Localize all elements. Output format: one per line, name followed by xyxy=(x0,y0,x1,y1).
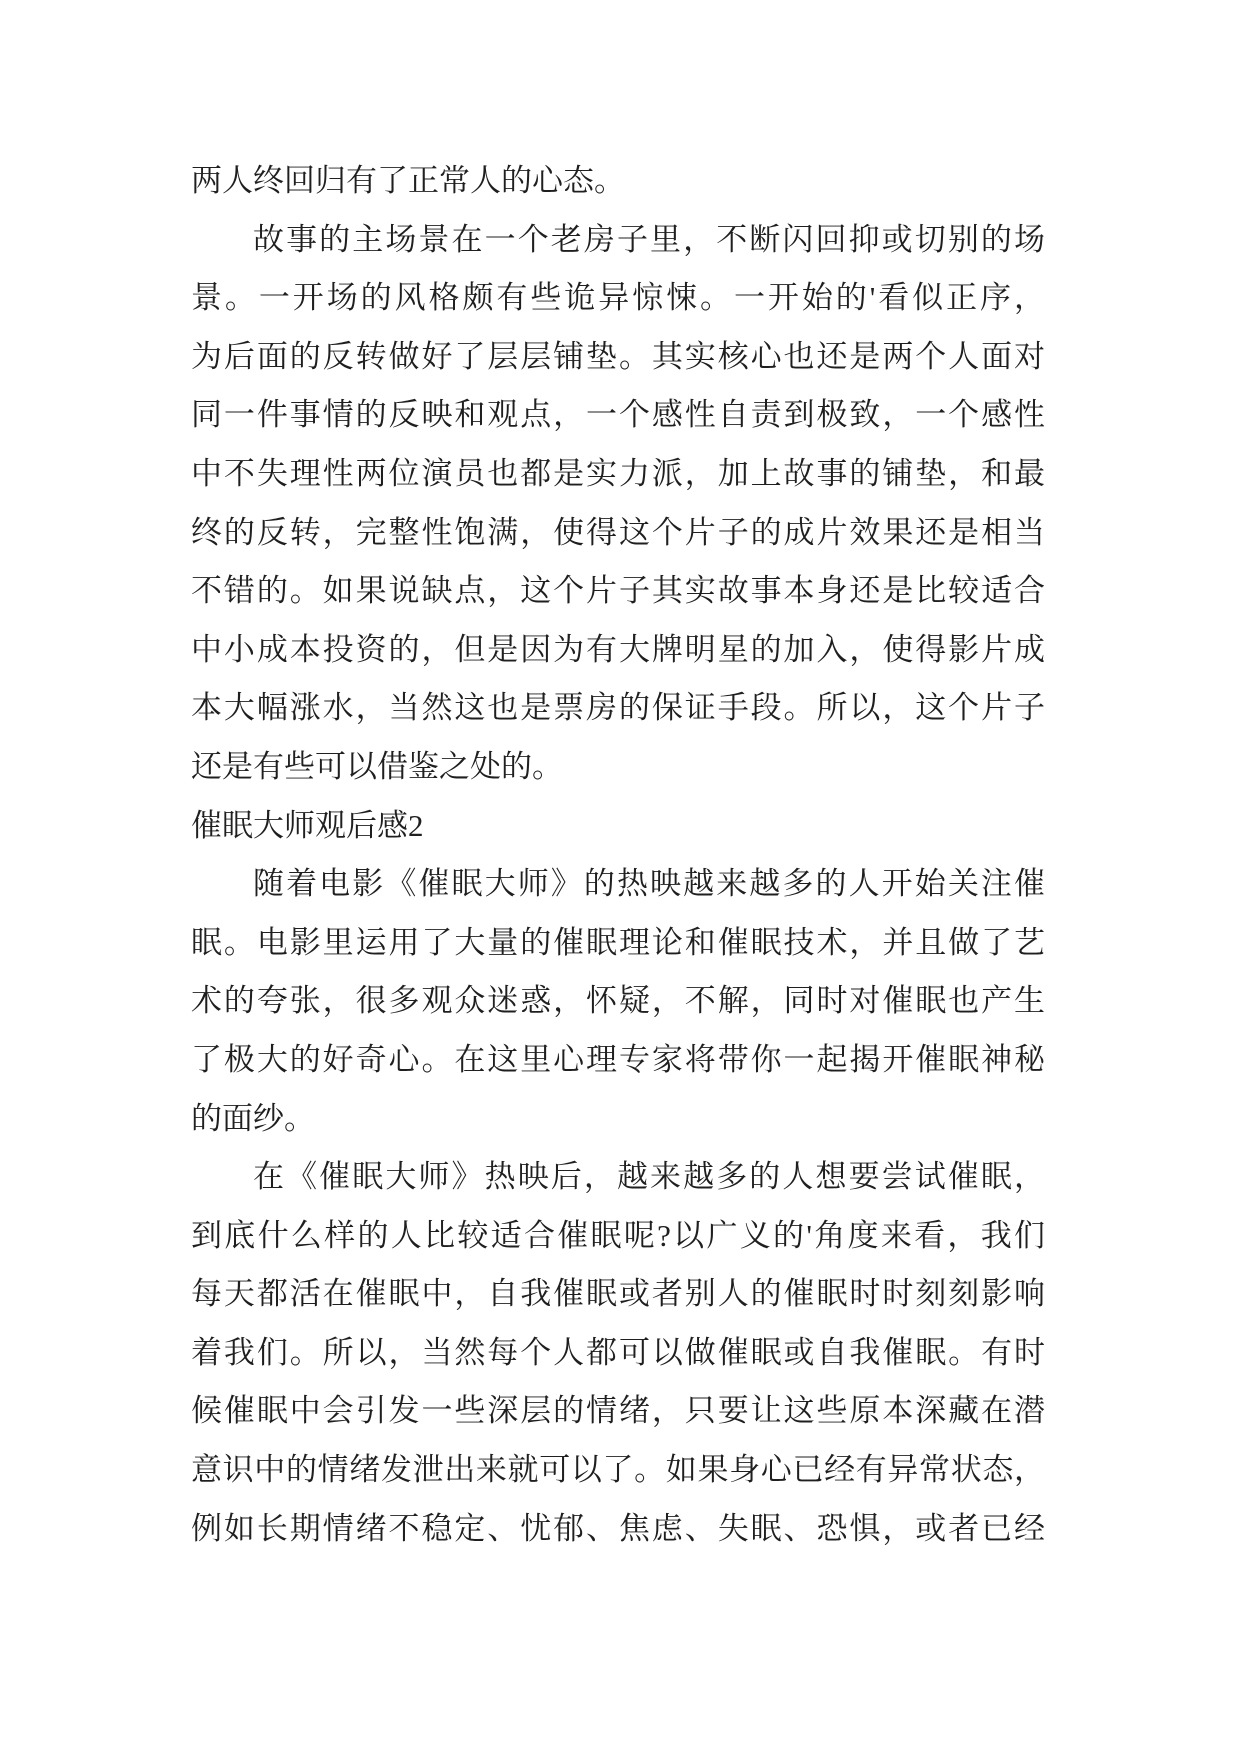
text-line: 本大幅涨水，当然这也是票房的保证手段。所以，这个片子 xyxy=(191,690,1045,726)
text-line: 终的反转，完整性饱满，使得这个片子的成片效果还是相当 xyxy=(191,514,1045,550)
text-line: 了极大的好奇心。在这里心理专家将带你一起揭开催眠神秘 xyxy=(191,1041,1045,1077)
text-line: 候催眠中会引发一些深层的情绪，只要让这些原本深藏在潜 xyxy=(191,1393,1045,1429)
page-text xyxy=(191,152,1045,1558)
text-line: 意识中的情绪发泄出来就可以了。如果身心已经有异常状态， xyxy=(191,1452,1045,1488)
text-line: 还是有些可以借鉴之处的。 xyxy=(191,748,563,784)
text-line: 着我们。所以，当然每个人都可以做催眠或自我催眠。有时 xyxy=(191,1334,1045,1370)
text-line: 到底什么样的人比较适合催眠呢?以广义的'角度来看，我们 xyxy=(191,1217,1045,1253)
text-line: 故事的主场景在一个老房子里，不断闪回抑或切别的场 xyxy=(253,221,1045,257)
text-line: 同一件事情的反映和观点，一个感性自责到极致，一个感性 xyxy=(191,397,1045,433)
text-line: 术的夸张，很多观众迷惑，怀疑，不解，同时对催眠也产生 xyxy=(191,983,1045,1019)
text-line: 中小成本投资的，但是因为有大牌明星的加入，使得影片成 xyxy=(191,631,1045,667)
text-line: 不错的。如果说缺点，这个片子其实故事本身还是比较适合 xyxy=(191,573,1045,609)
text-line: 例如长期情绪不稳定、忧郁、焦虑、失眠、恐惧，或者已经 xyxy=(191,1510,1045,1546)
text-line: 随着电影《催眠大师》的热映越来越多的人开始关注催 xyxy=(253,866,1045,902)
text-line: 眠。电影里运用了大量的催眠理论和催眠技术，并且做了艺 xyxy=(191,924,1045,960)
text-line: 为后面的反转做好了层层铺垫。其实核心也还是两个人面对 xyxy=(191,338,1045,374)
text-line: 在《催眠大师》热映后，越来越多的人想要尝试催眠， xyxy=(253,1159,1045,1195)
text-line: 每天都活在催眠中，自我催眠或者别人的催眠时时刻刻影响 xyxy=(191,1276,1045,1312)
text-line: 两人终回归有了正常人的心态。 xyxy=(191,163,625,198)
section-heading: 催眠大师观后感2 xyxy=(191,807,424,843)
text-line: 景。一开场的风格颇有些诡异惊悚。一开始的'看似正序， xyxy=(191,280,1045,316)
text-line: 中不失理性两位演员也都是实力派，加上故事的铺垫，和最 xyxy=(191,455,1045,491)
text-line: 的面纱。 xyxy=(191,1100,315,1136)
